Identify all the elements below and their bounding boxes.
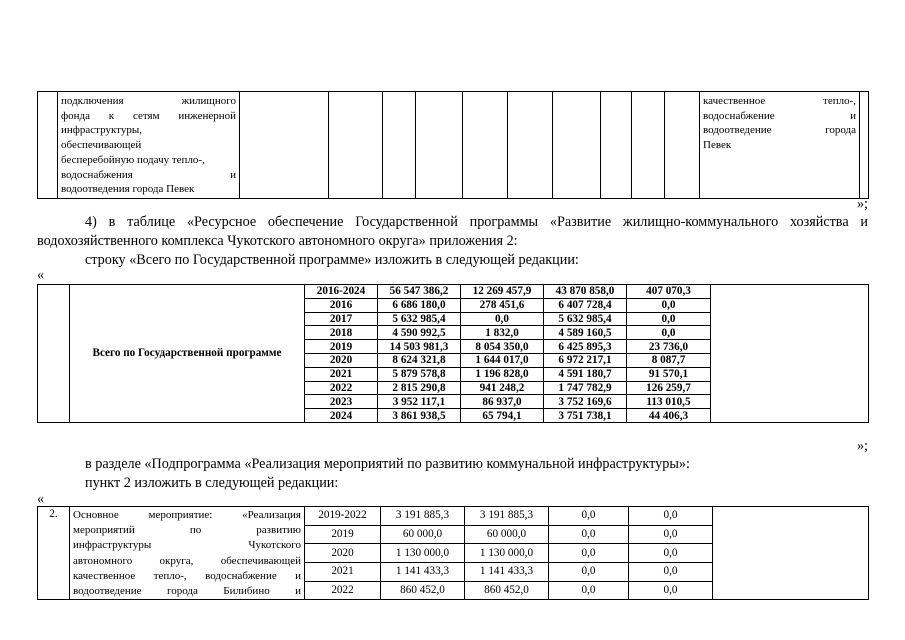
year-cell: 2016-2024 (305, 285, 378, 299)
table-cell (553, 92, 601, 199)
amount-cell: 2 815 290,8 (378, 381, 461, 395)
table-cell (416, 92, 463, 199)
text-line: Основное мероприятие: «Реализация (73, 509, 301, 521)
year-cell: 2021 (305, 562, 381, 581)
year-cell: 2020 (305, 544, 381, 563)
amount-cell: 4 589 160,5 (544, 326, 627, 340)
amount-cell: 60 000,0 (465, 525, 549, 544)
table-cell (601, 92, 632, 199)
amount-cell: 60 000,0 (381, 525, 465, 544)
table-cell (38, 285, 70, 423)
amount-cell: 5 879 578,8 (378, 367, 461, 381)
amount-cell: 0,0 (549, 562, 629, 581)
amount-cell: 860 452,0 (381, 581, 465, 600)
text-line: подключения жилищного (61, 95, 236, 107)
text-line: качественное тепло-, (703, 95, 856, 107)
year-cell: 2019 (305, 340, 378, 354)
amount-cell: 1 141 433,3 (465, 562, 549, 581)
year-cell: 2021 (305, 367, 378, 381)
amount-cell: 941 248,2 (461, 381, 544, 395)
amount-cell: 56 547 386,2 (378, 285, 461, 299)
amount-cell: 6 686 180,0 (378, 298, 461, 312)
text-line: фонда к сетям инженерной (61, 109, 236, 122)
opening-quote: « (37, 267, 45, 283)
table-row (38, 92, 869, 199)
table-cell (860, 92, 869, 199)
amount-cell: 3 861 938,5 (378, 409, 461, 423)
text-line: водоотведение города Билибино и (73, 585, 301, 598)
text-line: водоотведение города (703, 124, 856, 137)
amount-cell: 6 972 217,1 (544, 353, 627, 367)
year-cell: 2022 (305, 381, 378, 395)
year-cell: 2024 (305, 409, 378, 423)
text-line: водоснабжение и (703, 109, 856, 122)
text-line: Певек (703, 139, 732, 152)
amount-cell: 860 452,0 (465, 581, 549, 600)
paragraph-line: пункт 2 изложить в следующей редакции: (85, 475, 339, 491)
amount-cell: 1 141 433,3 (381, 562, 465, 581)
amount-cell: 4 590 992,5 (378, 326, 461, 340)
amount-cell: 278 451,6 (461, 298, 544, 312)
amount-cell: 1 130 000,0 (465, 544, 549, 563)
paragraph-line: водохозяйственного комплекса Чукотского автономного округа» приложения 2: (37, 233, 518, 249)
amount-cell: 0,0 (549, 581, 629, 600)
measure-description (58, 92, 240, 199)
amount-cell: 407 070,3 (627, 285, 711, 299)
amount-cell: 5 632 985,4 (544, 312, 627, 326)
table-cell (711, 285, 869, 423)
amount-cell: 8 054 350,0 (461, 340, 544, 354)
amount-cell: 0,0 (549, 544, 629, 563)
amount-cell: 1 644 017,0 (461, 353, 544, 367)
year-cell: 2019-2022 (305, 507, 381, 526)
table-cell (665, 92, 700, 199)
measure-description (70, 507, 305, 600)
text-line: водоотведения города Певек (61, 183, 195, 196)
amount-cell: 3 952 117,1 (378, 395, 461, 409)
paragraph-line: 4) в таблице «Ресурсное обеспечение Государственной программы «Развитие жилищно-коммунального хозяйства и (85, 214, 868, 230)
amount-cell: 0,0 (629, 525, 713, 544)
table-program-totals (37, 284, 869, 423)
amount-cell: 0,0 (627, 326, 711, 340)
text-line: бесперебойную подачу тепло-, (61, 153, 205, 166)
table-fragment-top (37, 91, 869, 199)
amount-cell: 0,0 (549, 507, 629, 526)
expected-result (700, 92, 860, 199)
table-cell (508, 92, 553, 199)
year-cell: 2016 (305, 298, 378, 312)
paragraph-line: строку «Всего по Государственной программе» изложить в следующей редакции: (85, 252, 579, 268)
amount-cell: 6 407 728,4 (544, 298, 627, 312)
year-cell: 2022 (305, 581, 381, 600)
text-line: водоснабжения и (61, 168, 236, 181)
table-cell (38, 92, 58, 199)
paragraph-line: в разделе «Подпрограмма «Реализация мероприятий по развитию коммунальной инфраструктуры»: (85, 456, 690, 472)
closing-quote: »; (856, 438, 868, 454)
year-cell: 2017 (305, 312, 378, 326)
amount-cell: 0,0 (461, 312, 544, 326)
table-cell (713, 507, 869, 600)
amount-cell: 3 752 169,6 (544, 395, 627, 409)
year-cell: 2023 (305, 395, 378, 409)
text-line: автономного округа, обеспечивающей (73, 554, 301, 567)
amount-cell: 4 591 180,7 (544, 367, 627, 381)
amount-cell: 0,0 (629, 507, 713, 526)
amount-cell: 8 087,7 (627, 353, 711, 367)
amount-cell: 12 269 457,9 (461, 285, 544, 299)
amount-cell: 14 503 981,3 (378, 340, 461, 354)
amount-cell: 3 751 738,1 (544, 409, 627, 423)
amount-cell: 126 259,7 (627, 381, 711, 395)
amount-cell: 0,0 (549, 525, 629, 544)
item-number: 2. (38, 507, 70, 600)
amount-cell: 6 425 895,3 (544, 340, 627, 354)
closing-quote: »; (856, 196, 868, 212)
table-row (38, 285, 869, 299)
amount-cell: 23 736,0 (627, 340, 711, 354)
amount-cell: 0,0 (627, 312, 711, 326)
row-label: Всего по Государственной программе (70, 285, 305, 423)
amount-cell: 0,0 (627, 298, 711, 312)
table-cell (329, 92, 383, 199)
amount-cell: 43 870 858,0 (544, 285, 627, 299)
amount-cell: 86 937,0 (461, 395, 544, 409)
amount-cell: 1 832,0 (461, 326, 544, 340)
table-measure-2 (37, 506, 869, 600)
amount-cell: 91 570,1 (627, 367, 711, 381)
year-cell: 2020 (305, 353, 378, 367)
text-line: инфраструктуры Чукотского (73, 539, 301, 552)
amount-cell: 0,0 (629, 581, 713, 600)
amount-cell: 113 010,5 (627, 395, 711, 409)
amount-cell: 44 406,3 (627, 409, 711, 423)
amount-cell: 1 130 000,0 (381, 544, 465, 563)
amount-cell: 0,0 (629, 562, 713, 581)
text-line: обеспечивающей (61, 139, 142, 152)
table-cell (240, 92, 329, 199)
opening-quote: « (37, 491, 45, 507)
text-line: качественное тепло-, водоснабжение и (73, 569, 301, 582)
amount-cell: 1 747 782,9 (544, 381, 627, 395)
amount-cell: 65 794,1 (461, 409, 544, 423)
year-cell: 2018 (305, 326, 378, 340)
text-line: мероприятий по развитию (73, 524, 301, 537)
text-line: инфраструктуры, (61, 124, 142, 137)
amount-cell: 3 191 885,3 (465, 507, 549, 526)
amount-cell: 3 191 885,3 (381, 507, 465, 526)
table-cell (632, 92, 665, 199)
table-cell (463, 92, 508, 199)
amount-cell: 0,0 (629, 544, 713, 563)
table-row (38, 507, 869, 526)
amount-cell: 8 624 321,8 (378, 353, 461, 367)
year-cell: 2019 (305, 525, 381, 544)
table-cell (383, 92, 416, 199)
amount-cell: 5 632 985,4 (378, 312, 461, 326)
amount-cell: 1 196 828,0 (461, 367, 544, 381)
